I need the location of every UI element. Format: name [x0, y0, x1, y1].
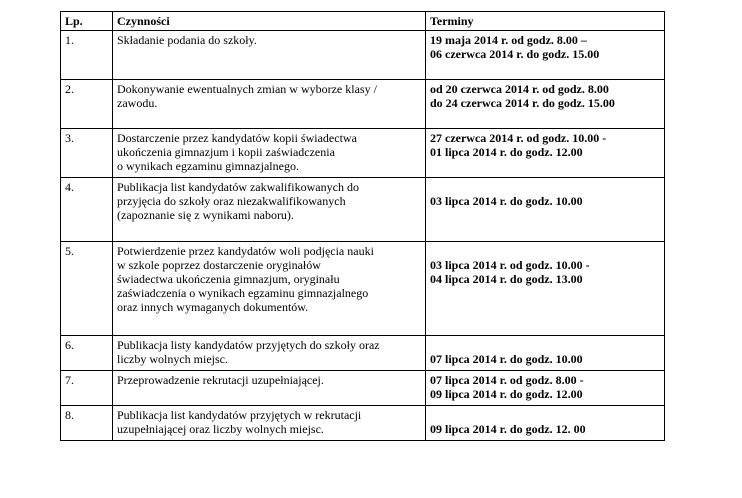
table-row	[61, 31, 665, 80]
term-line: do 24 czerwca 2014 r. do godz. 15.00	[430, 96, 615, 110]
term-line: 03 lipca 2014 r. do godz. 10.00	[430, 194, 583, 208]
row-number: 4.	[61, 178, 113, 242]
table-row	[61, 406, 665, 441]
term-line: 07 lipca 2014 r. do godz. 10.00	[430, 352, 583, 366]
row-number: 8.	[61, 406, 113, 441]
activity-line: Przeprowadzenie rekrutacji uzupełniającej.	[117, 373, 324, 387]
term-cell	[426, 178, 665, 242]
header-terminy: Terminy	[426, 12, 665, 31]
activity-cell	[113, 406, 426, 441]
activity-line: ukończenia gimnazjum i kopii zaświadczenia	[117, 145, 335, 159]
term-line: 06 czerwca 2014 r. do godz. 15.00	[430, 47, 600, 61]
term-cell	[426, 31, 665, 80]
row-number: 3.	[61, 129, 113, 178]
table-row	[61, 129, 665, 178]
table-row	[61, 242, 665, 336]
activity-line: (zapoznanie się z wynikami naboru).	[117, 208, 294, 222]
activity-line: Potwierdzenie przez kandydatów woli podjęcia nauki	[117, 244, 374, 258]
activity-line: Publikacja listy kandydatów przyjętych do szkoły oraz	[117, 338, 380, 352]
activity-line: Składanie podania do szkoły.	[117, 33, 257, 47]
table-row	[61, 336, 665, 371]
activity-cell	[113, 129, 426, 178]
term-line: 09 lipca 2014 r. do godz. 12. 00	[430, 422, 586, 436]
term-cell	[426, 406, 665, 441]
activity-line: Publikacja list kandydatów przyjętych w rekrutacji	[117, 408, 362, 422]
activity-cell	[113, 80, 426, 129]
schedule-document	[60, 11, 664, 441]
activity-cell	[113, 31, 426, 80]
header-czynnosci: Czynności	[113, 12, 426, 31]
activity-cell	[113, 336, 426, 371]
row-number: 1.	[61, 31, 113, 80]
table-row	[61, 80, 665, 129]
term-line: 04 lipca 2014 r. do godz. 13.00	[430, 272, 583, 286]
term-cell	[426, 242, 665, 336]
row-number: 6.	[61, 336, 113, 371]
row-number: 5.	[61, 242, 113, 336]
term-line: 27 czerwca 2014 r. od godz. 10.00 -	[430, 131, 607, 145]
term-cell	[426, 129, 665, 178]
activity-line: uzupełniającej oraz liczby wolnych miejsc.	[117, 422, 324, 436]
term-cell	[426, 371, 665, 406]
activity-line: Publikacja list kandydatów zakwalifikowanych do	[117, 180, 359, 194]
activity-cell	[113, 178, 426, 242]
activity-cell	[113, 371, 426, 406]
activity-line: zaświadczenia o wynikach egzaminu gimnazjalnego	[117, 286, 369, 300]
term-line: 19 maja 2014 r. od godz. 8.00 –	[430, 33, 587, 47]
row-number: 2.	[61, 80, 113, 129]
activity-line: Dostarczenie przez kandydatów kopii świadectwa	[117, 131, 357, 145]
activity-line: liczby wolnych miejsc.	[117, 352, 228, 366]
schedule-table	[60, 11, 665, 441]
activity-cell	[113, 242, 426, 336]
table-row	[61, 178, 665, 242]
term-cell	[426, 80, 665, 129]
activity-line: przyjęcia do szkoły oraz niezakwalifikowanych	[117, 194, 346, 208]
term-line: 07 lipca 2014 r. od godz. 8.00 -	[430, 373, 584, 387]
row-number: 7.	[61, 371, 113, 406]
term-line: 01 lipca 2014 r. do godz. 12.00	[430, 145, 583, 159]
term-line: od 20 czerwca 2014 r. od godz. 8.00	[430, 82, 609, 96]
activity-line: świadectwa ukończenia gimnazjum, oryginału	[117, 272, 340, 286]
term-line: 03 lipca 2014 r. od godz. 10.00 -	[430, 258, 590, 272]
activity-line: zawodu.	[117, 96, 158, 110]
activity-line: Dokonywanie ewentualnych zmian w wyborze klasy /	[117, 82, 377, 96]
activity-line: oraz innych wymaganych dokumentów.	[117, 300, 309, 314]
activity-line: o wynikach egzaminu gimnazjalnego.	[117, 159, 299, 173]
term-line: 09 lipca 2014 r. do godz. 12.00	[430, 387, 583, 401]
table-row	[61, 371, 665, 406]
activity-line: w szkole poprzez dostarczenie oryginałów	[117, 258, 321, 272]
header-row	[61, 12, 665, 31]
term-cell	[426, 336, 665, 371]
header-lp: Lp.	[61, 12, 113, 31]
